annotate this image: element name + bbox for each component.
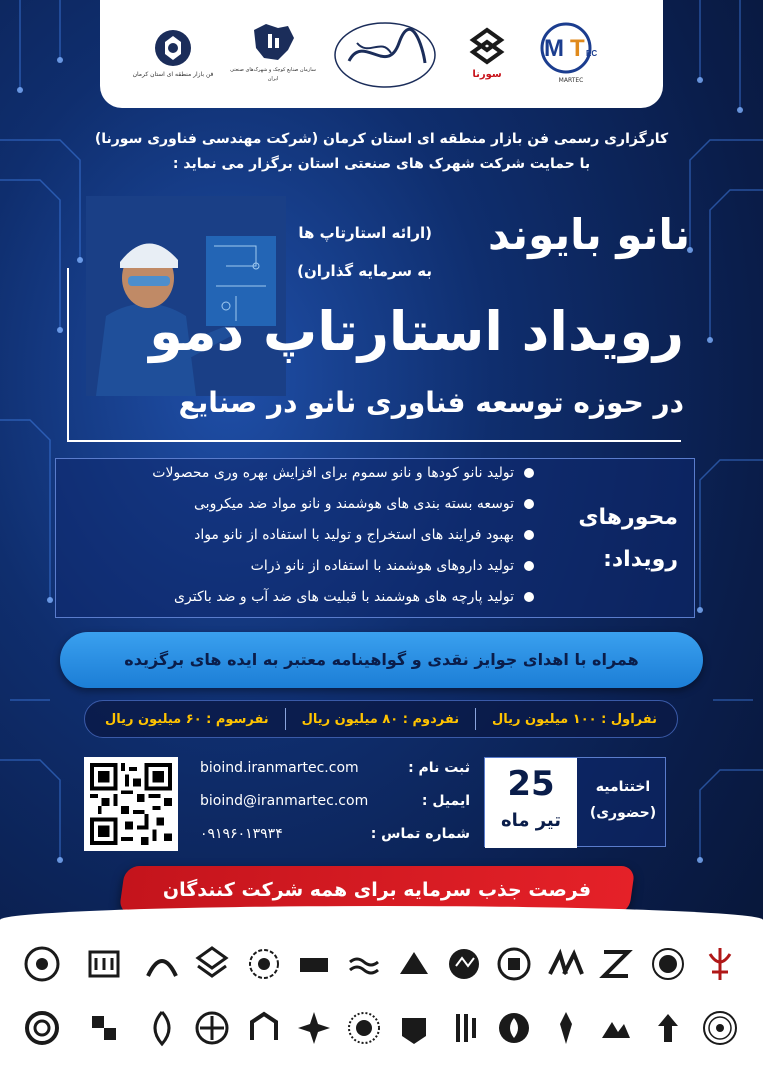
qr-code-icon [90, 763, 172, 845]
qr-code[interactable] [84, 757, 178, 851]
divider [285, 708, 286, 730]
sponsor-logo [544, 942, 588, 986]
sponsor-logos-panel [0, 920, 763, 1080]
main-title: رویداد استارتاپ دمو [149, 300, 684, 363]
attendance-mode: (حضوری) [589, 805, 657, 821]
martec-logo [528, 12, 614, 92]
date-day: 25 [507, 764, 555, 804]
topics-title: محورهای رویداد: [578, 505, 678, 572]
sponsor-logo [646, 942, 690, 986]
sponsor-logo [190, 942, 234, 986]
topic-item: توسعه بسته بندی های هوشمند و نانو مواد ضد میکروبی [64, 496, 534, 512]
register-url[interactable]: bioind.iranmartec.com [200, 760, 359, 776]
winner-first: نفراول : ۱۰۰ میلیون ریال [491, 711, 657, 727]
sponsor-logo [140, 1006, 184, 1050]
date-month: تیر ماه [500, 810, 562, 831]
sorena-logo-text: سورنا [472, 68, 502, 80]
brand-title: نانو بایوند [488, 210, 690, 259]
sponsor-logo [190, 1006, 234, 1050]
calligraphy-icon [329, 13, 441, 91]
sponsor-logo [492, 1006, 536, 1050]
sponsor-logo [442, 942, 486, 986]
sponsor-logo [140, 942, 184, 986]
sponsor-logo [82, 942, 126, 986]
sponsor-logo [646, 1006, 690, 1050]
bullet-icon [524, 561, 534, 571]
closing-ceremony [581, 774, 665, 826]
tech-market-logo [130, 12, 216, 92]
divider [475, 708, 476, 730]
bullet-icon [524, 468, 534, 478]
sponsor-logo [392, 942, 436, 986]
date-card [485, 758, 577, 848]
sponsor-logo [292, 1006, 336, 1050]
kerman-province-logo-text: سازمان صنایع کوچک و شهرک‌های صنعتی ایران [230, 67, 316, 82]
sponsor-logo [698, 1006, 742, 1050]
iran-map-icon [248, 20, 298, 66]
sponsor-logo [698, 942, 742, 986]
martec-icon [532, 20, 610, 76]
svg-text:EC: EC [586, 48, 598, 58]
topic-item: تولید داروهای هوشمند با استفاده از نانو ذرات [64, 558, 534, 574]
bullet-icon [524, 499, 534, 509]
investment-banner-text: فرصت جذب سرمایه برای همه شرکت کنندگان [162, 879, 592, 901]
sponsor-logo [82, 1006, 126, 1050]
martec-logo-text: MARTEC [558, 76, 584, 84]
topic-item: تولید نانو کودها و نانو سموم برای افزایش بهره وری محصولات [64, 465, 534, 481]
winners-bar [84, 700, 678, 738]
tech-market-logo-text: فن بازار منطقه ای استان کرمان [132, 70, 214, 78]
topics-box [55, 458, 695, 618]
sponsor-logo [392, 1006, 436, 1050]
register-label: ثبت نام : [408, 760, 470, 776]
bullet-icon [524, 530, 534, 540]
prize-banner: همراه با اهدای جوایز نقدی و گواهینامه معتبر به ایده های برگزیده [60, 632, 703, 688]
topic-item: تولید پارچه های هوشمند با قبلیت های ضد آب و ضد باکتری [64, 589, 534, 605]
sponsor-logo [292, 942, 336, 986]
winner-third: نفرسوم : ۶۰ میلیون ریال [104, 711, 269, 727]
top-logo-banner [100, 0, 663, 108]
svg-text:T: T [570, 34, 585, 62]
sorena-icon [463, 26, 511, 70]
sub-heading: در حوزه توسعه فناوری نانو در صنایع [178, 386, 684, 419]
sponsor-logo [20, 1006, 64, 1050]
date-box [484, 757, 666, 847]
organizer-line-1: کارگزاری رسمی فن بازار منطقه ای استان کرمان (شرکت مهندسی فناوری سورنا) [94, 131, 669, 147]
organizer-line-2: با حمایت شرکت شهرک های صنعتی استان برگزار می نماید : [172, 156, 591, 172]
sponsor-logo [492, 942, 536, 986]
sorena-logo [444, 12, 530, 92]
kerman-province-logo [230, 12, 316, 92]
sponsor-logo [442, 1006, 486, 1050]
topic-item: بهبود فرایند های استخراج و تولید با استفاده از نانو مواد [64, 527, 534, 543]
subtitle-line-1: (ارائه استارتاپ ها [298, 224, 432, 242]
email-value[interactable]: bioind@iranmartec.com [200, 793, 369, 809]
closing-label: اختتامیه [595, 779, 651, 795]
sponsor-logo [20, 942, 64, 986]
email-label: ایمیل : [421, 793, 470, 809]
industrial-parks-calligraphy-logo [326, 12, 444, 92]
bullet-icon [524, 592, 534, 602]
sponsor-logo [594, 942, 638, 986]
sponsor-logo [594, 1006, 638, 1050]
phone-label: شماره تماس : [370, 826, 470, 842]
tech-market-icon [151, 26, 195, 70]
sponsor-logo [242, 1006, 286, 1050]
sponsor-logo [544, 1006, 588, 1050]
svg-text:M: M [544, 34, 564, 62]
sponsor-logo [342, 942, 386, 986]
phone-value[interactable]: ۰۹۱۹۶۰۱۳۹۳۴ [200, 826, 283, 842]
subtitle-line-2: به سرمایه گذاران) [297, 262, 432, 280]
winner-second: نفردوم : ۸۰ میلیون ریال [301, 711, 460, 727]
sponsor-logo [242, 942, 286, 986]
sponsor-logo [342, 1006, 386, 1050]
